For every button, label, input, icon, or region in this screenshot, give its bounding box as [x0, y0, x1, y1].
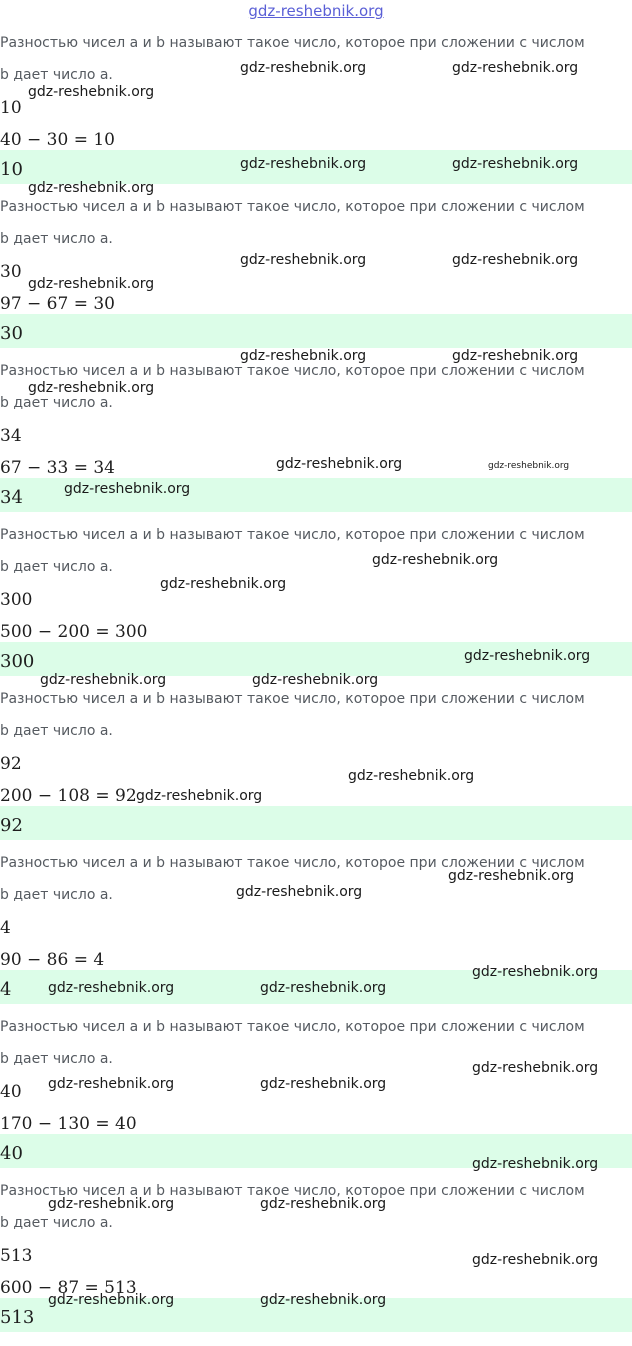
difference-value: 10 — [0, 98, 22, 118]
definition-line-2: b дает число a. — [0, 67, 113, 83]
watermark-text: gdz-reshebnik.org — [40, 672, 167, 688]
definition-line-1: Разностью чисел a и b называют такое число, которое при сложении с числом — [0, 35, 585, 51]
definition-line-1: Разностью чисел a и b называют такое число, которое при сложении с числом — [0, 1019, 585, 1035]
subtraction-equation: 600 − 87 = 513 — [0, 1278, 137, 1298]
watermark-text: gdz-reshebnik.org — [240, 252, 367, 268]
answer-bar — [0, 806, 632, 840]
watermark-text: gdz-reshebnik.org — [452, 348, 579, 364]
definition-line-2: b дает число a. — [0, 231, 113, 247]
difference-value: 40 — [0, 1082, 22, 1102]
answer-value: 30 — [0, 323, 23, 344]
definition-line-2: b дает число a. — [0, 395, 113, 411]
definition-line-2: b дает число a. — [0, 723, 113, 739]
watermark-text: gdz-reshebnik.org — [28, 180, 155, 196]
watermark-text: gdz-reshebnik.org — [28, 380, 155, 396]
answer-value: 513 — [0, 1307, 35, 1328]
watermark-text: gdz-reshebnik.org — [488, 461, 570, 471]
answer-value: 40 — [0, 1143, 23, 1164]
watermark-text: gdz-reshebnik.org — [452, 156, 579, 172]
exercise-block — [0, 690, 632, 854]
answer-value: 4 — [0, 979, 12, 1000]
watermark-text: gdz-reshebnik.org — [260, 1292, 387, 1308]
watermark-text: gdz-reshebnik.org — [28, 84, 155, 100]
watermark-text: gdz-reshebnik.org — [472, 964, 599, 980]
definition-line-1: Разностью чисел a и b называют такое число, которое при сложении с числом — [0, 1183, 585, 1199]
watermark-text: gdz-reshebnik.org — [276, 456, 403, 472]
watermark-text: gdz-reshebnik.org — [348, 768, 475, 784]
answer-value: 300 — [0, 651, 35, 672]
watermark-text: gdz-reshebnik.org — [260, 1076, 387, 1092]
definition-line-2: b дает число a. — [0, 1051, 113, 1067]
watermark-text: gdz-reshebnik.org — [252, 672, 379, 688]
watermark-text: gdz-reshebnik.org — [48, 980, 175, 996]
watermark-text: gdz-reshebnik.org — [48, 1076, 175, 1092]
watermark-text: gdz-reshebnik.org — [240, 60, 367, 76]
subtraction-equation: 200 − 108 = 92 — [0, 786, 137, 806]
watermark-text: gdz-reshebnik.org — [448, 868, 575, 884]
header-watermark[interactable]: gdz-reshebnik.org — [248, 2, 384, 20]
difference-value: 300 — [0, 590, 33, 610]
watermark-text: gdz-reshebnik.org — [260, 1196, 387, 1212]
watermark-text: gdz-reshebnik.org — [240, 156, 367, 172]
watermark-text: gdz-reshebnik.org — [160, 576, 287, 592]
difference-value: 30 — [0, 262, 22, 282]
definition-line-1: Разностью чисел a и b называют такое число, которое при сложении с числом — [0, 527, 585, 543]
definition-line-2: b дает число a. — [0, 1215, 113, 1231]
watermark-text: gdz-reshebnik.org — [372, 552, 499, 568]
definition-line-1: Разностью чисел a и b называют такое число, которое при сложении с числом — [0, 363, 585, 379]
watermark-text: gdz-reshebnik.org — [28, 276, 155, 292]
subtraction-equation: 40 − 30 = 10 — [0, 130, 115, 150]
watermark-text: gdz-reshebnik.org — [240, 348, 367, 364]
watermark-text: gdz-reshebnik.org — [136, 788, 263, 804]
watermark-text: gdz-reshebnik.org — [48, 1292, 175, 1308]
definition-line-1: Разностью чисел a и b называют такое число, которое при сложении с числом — [0, 691, 585, 707]
difference-value: 34 — [0, 426, 22, 446]
subtraction-equation: 170 − 130 = 40 — [0, 1114, 137, 1134]
definition-line-1: Разностью чисел a и b называют такое число, которое при сложении с числом — [0, 199, 585, 215]
watermark-text: gdz-reshebnik.org — [48, 1196, 175, 1212]
watermark-text: gdz-reshebnik.org — [464, 648, 591, 664]
watermark-text: gdz-reshebnik.org — [64, 481, 191, 497]
answer-value: 10 — [0, 159, 23, 180]
difference-value: 92 — [0, 754, 22, 774]
difference-value: 513 — [0, 1246, 33, 1266]
watermark-text: gdz-reshebnik.org — [472, 1252, 599, 1268]
difference-value: 4 — [0, 918, 11, 938]
subtraction-equation: 90 − 86 = 4 — [0, 950, 105, 970]
exercise-block — [0, 526, 632, 690]
definition-line-1: Разностью чисел a и b называют такое число, которое при сложении с числом — [0, 855, 585, 871]
watermark-text: gdz-reshebnik.org — [260, 980, 387, 996]
watermark-text: gdz-reshebnik.org — [236, 884, 363, 900]
definition-line-2: b дает число a. — [0, 887, 113, 903]
subtraction-equation: 67 − 33 = 34 — [0, 458, 115, 478]
subtraction-equation: 500 − 200 = 300 — [0, 622, 148, 642]
watermark-text: gdz-reshebnik.org — [472, 1156, 599, 1172]
watermark-text: gdz-reshebnik.org — [472, 1060, 599, 1076]
definition-line-2: b дает число a. — [0, 559, 113, 575]
subtraction-equation: 97 − 67 = 30 — [0, 294, 115, 314]
answer-value: 34 — [0, 487, 23, 508]
answer-value: 92 — [0, 815, 23, 836]
watermark-text: gdz-reshebnik.org — [452, 60, 579, 76]
watermark-text: gdz-reshebnik.org — [452, 252, 579, 268]
answer-bar — [0, 314, 632, 348]
